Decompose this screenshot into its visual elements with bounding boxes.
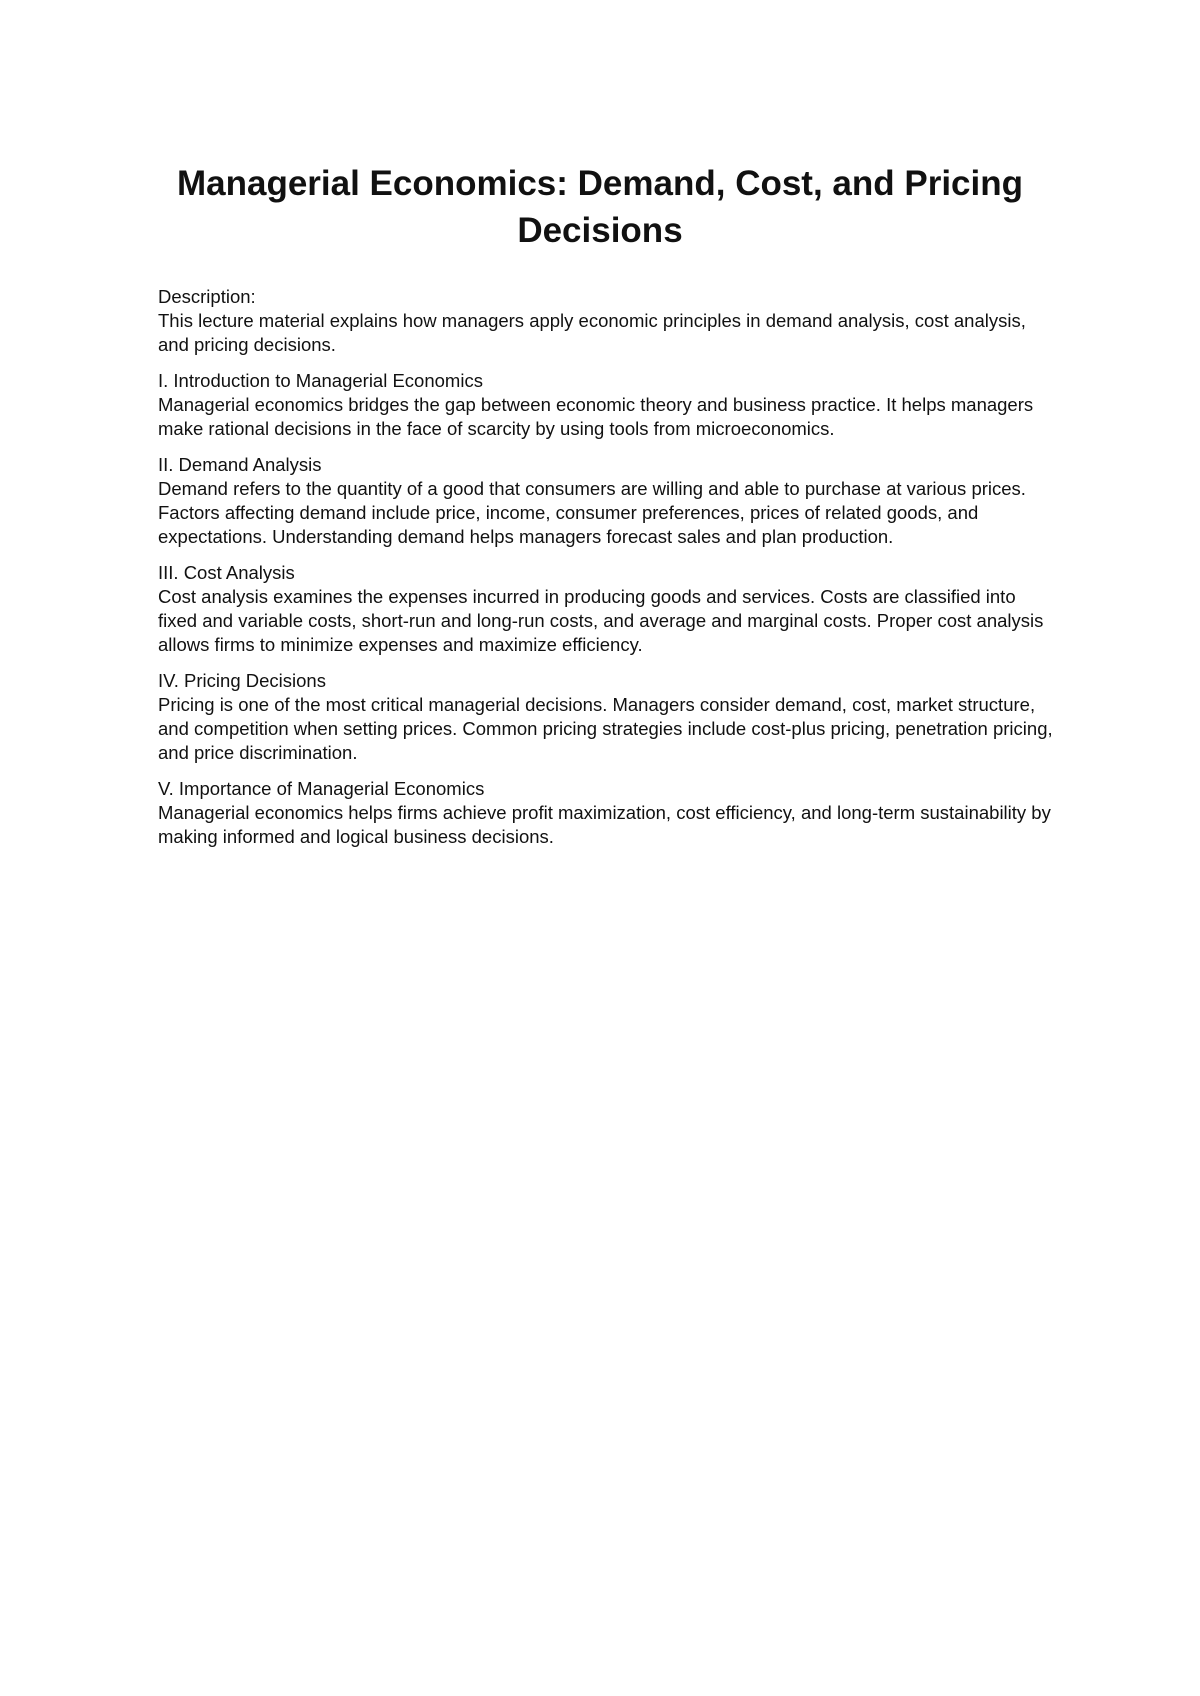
section-text: Demand refers to the quantity of a good that consumers are willing and able to purchase at various prices. Factors affecting demand include price, income, consumer preferences, prices of related goods, and expectations. Understanding demand helps managers forecast sales and plan production. (158, 478, 1026, 547)
section-text: Cost analysis examines the expenses incurred in producing goods and services. Costs are classified into fixed and variable costs, short-run and long-run costs, and average and marginal costs. Proper cost analysis allows firms to minimize expenses and maximize efficiency. (158, 586, 1044, 655)
section-pricing-decisions (158, 669, 1058, 765)
description-block (158, 285, 1058, 357)
section-introduction (158, 369, 1058, 441)
document-body (158, 285, 1058, 861)
section-text: Pricing is one of the most critical managerial decisions. Managers consider demand, cost, market structure, and competition when setting prices. Common pricing strategies include cost-plus pricing, penetration pricing, and price discrimination. (158, 694, 1053, 763)
description-text: This lecture material explains how managers apply economic principles in demand analysis, cost analysis, and pricing decisions. (158, 310, 1026, 355)
section-text: Managerial economics bridges the gap between economic theory and business practice. It helps managers make rational decisions in the face of scarcity by using tools from microeconomics. (158, 394, 1034, 439)
section-demand-analysis (158, 453, 1058, 549)
section-cost-analysis (158, 561, 1058, 657)
section-importance (158, 777, 1058, 849)
section-heading: II. Demand Analysis (158, 454, 322, 475)
description-label: Description: (158, 286, 256, 307)
section-heading: V. Importance of Managerial Economics (158, 778, 485, 799)
section-heading: IV. Pricing Decisions (158, 670, 326, 691)
section-heading: I. Introduction to Managerial Economics (158, 370, 483, 391)
document-title: Managerial Economics: Demand, Cost, and Pricing Decisions (176, 164, 1023, 250)
section-heading: III. Cost Analysis (158, 562, 295, 583)
section-text: Managerial economics helps firms achieve profit maximization, cost efficiency, and long-term sustainability by making informed and logical business decisions. (158, 802, 1051, 847)
